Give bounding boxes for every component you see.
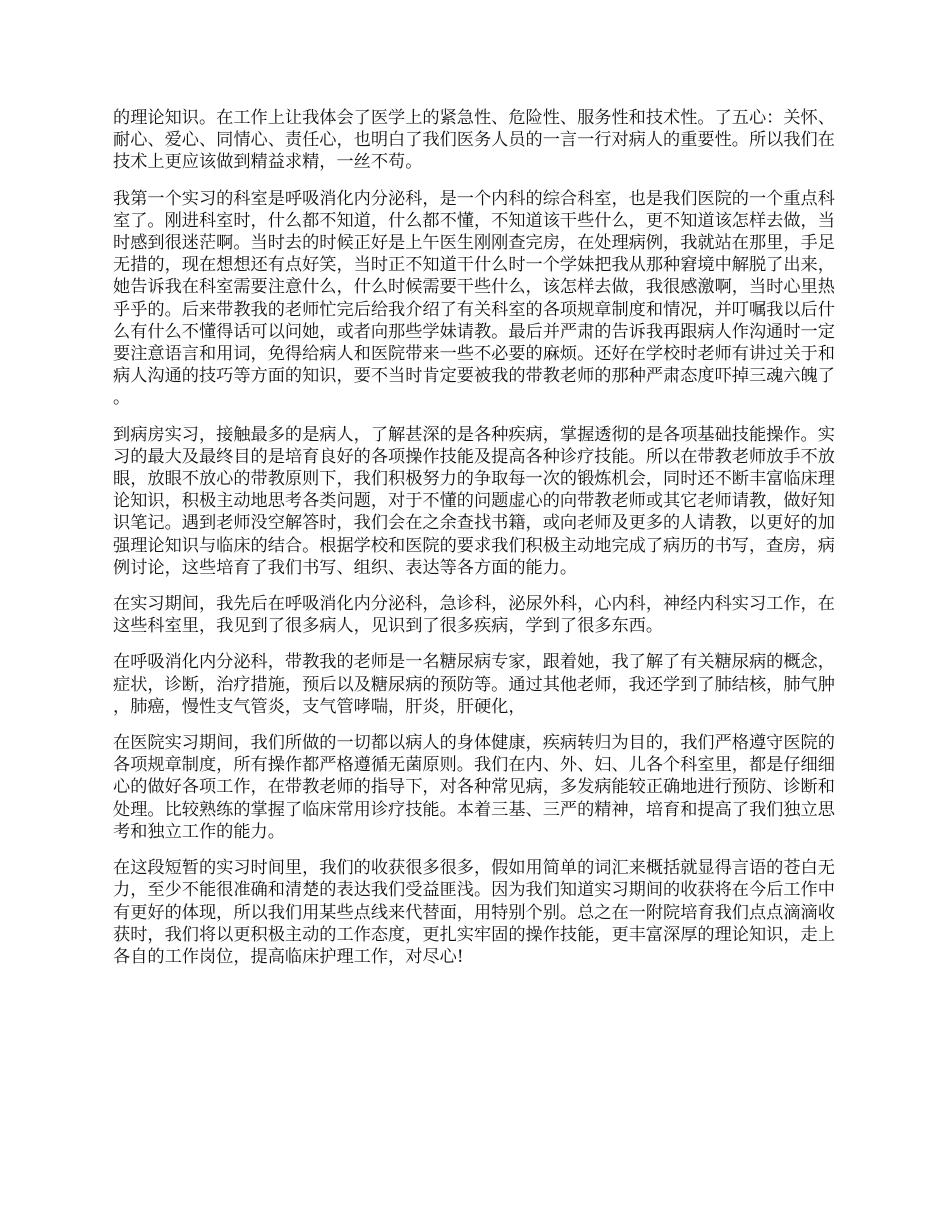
paragraph-2: 我第一个实习的科室是呼吸消化内分泌科，是一个内科的综合科室，也是我们医院的一个重点科室了。刚进科室时，什么都不知道，什么都不懂，不知道该干些什么，更不知道该怎样去做，当时感到很迷茫啊。当时去的时候正好是上午医生刚刚查完房，在处理病例，我就站在那里，手足无措的，现在想想还有点好笑，当时正不知道干什么时一个学妹把我从那种窘境中解脱了出来，她告诉我在科室需要注意什么，什么时候需要干些什么，该怎样去做，我很感激啊，当时心里热乎乎的。后来带教我的老师忙完后给我介绍了有关科室的各项规章制度和情况，并叮嘱我以后什么有什么不懂得话可以问她，或者向那些学妹请教。最后并严肃的告诉我再跟病人作沟通时一定要注意语言和用词，免得给病人和医院带来一些不必要的麻烦。还好在学校时老师有讲过关于和病人沟通的技巧等方面的知识，要不当时肯定要被我的带教老师的那种严肃态度吓掉三魂六魄了。 <box>113 188 835 409</box>
paragraph-5: 在呼吸消化内分泌科，带教我的老师是一名糖尿病专家，跟着她，我了解了有关糖尿病的概念，症状，诊断，治疗措施，预后以及糖尿病的预防等。通过其他老师，我还学到了肺结核，肺气肿，肺癌，慢性支气管炎，支气管哮喘，肝炎，肝硬化， <box>113 652 835 717</box>
paragraph-6: 在医院实习期间，我们所做的一切都以病人的身体健康，疾病转归为目的，我们严格遵守医院的各项规章制度，所有操作都严格遵循无菌原则。我们在内、外、妇、儿各个科室里，都是仔细细心的做好各项工作，在带教老师的指导下，对各种常见病，多发病能较正确地进行预防、诊断和处理。比较熟练的掌握了临床常用诊疗技能。本着三基、三严的精神，培育和提高了我们独立思考和独立工作的能力。 <box>113 733 835 842</box>
paragraph-7: 在这段短暂的实习时间里，我们的收获很多很多，假如用简单的词汇来概括就显得言语的苍白无力，至少不能很准确和清楚的表达我们受益匪浅。因为我们知道实习期间的收获将在今后工作中有更好的体现，所以我们用某些点线来代替面，用特别个别。总之在一附院培育我们点点滴滴收获时，我们将以更积极主动的工作态度，更扎实牢固的操作技能，更丰富深厚的理论知识，走上各自的工作岗位，提高临床护理工作，对尽心! <box>113 858 835 967</box>
document-body <box>113 107 843 982</box>
paragraph-4: 在实习期间，我先后在呼吸消化内分泌科，急诊科，泌尿外科，心内科，神经内科实习工作，在这些科室里，我见到了很多病人，见识到了很多疾病，学到了很多东西。 <box>113 594 835 637</box>
paragraph-3: 到病房实习，接触最多的是病人，了解甚深的是各种疾病，掌握透彻的是各项基础技能操作。实习的最大及最终目的是培育良好的各项操作技能及提高各种诊疗技能。所以在带教老师放手不放眼，放眼不放心的带教原则下，我们积极努力的争取每一次的锻炼机会，同时还不断丰富临床理论知识，积极主动地思考各类问题，对于不懂的问题虚心的向带教老师或其它老师请教，做好知识笔记。遇到老师没空解答时，我们会在之余查找书籍，或向老师及更多的人请教，以更好的加强理论知识与临床的结合。根据学校和医院的要求我们积极主动地完成了病历的书写，查房，病例讨论，这些培育了我们书写、组织、表达等各方面的能力。 <box>113 424 835 578</box>
paragraph-1: 的理论知识。在工作上让我体会了医学上的紧急性、危险性、服务性和技术性。了五心：关怀、耐心、爱心、同情心、责任心，也明白了我们医务人员的一言一行对病人的重要性。所以我们在技术上更应该做到精益求精，一丝不苟。 <box>113 108 835 173</box>
